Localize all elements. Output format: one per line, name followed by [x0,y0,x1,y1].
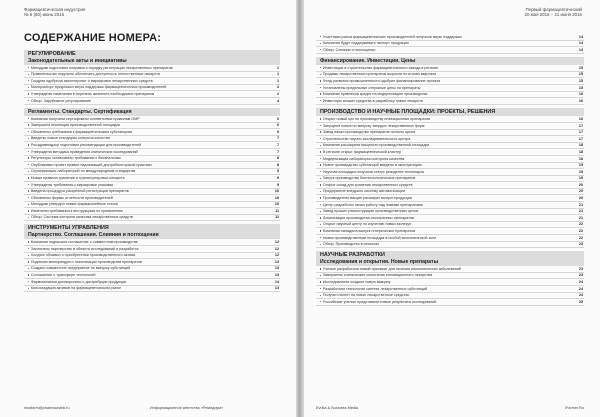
right-footer-site: iFarmer.Ru [565,406,584,410]
right-footer-publisher: Evrika & Business Media [316,406,358,410]
bullet-icon [320,268,321,269]
bullet-icon [28,157,29,158]
toc-item[interactable] [24,266,280,273]
bullet-icon [28,100,29,101]
toc-item-page-number: 19 [578,176,583,181]
section-header [24,108,280,116]
section-header [316,251,584,266]
toc-item[interactable] [316,273,584,280]
bullet-icon [28,171,29,172]
section-header [24,50,280,65]
toc-item-page-number: 4 [276,98,279,103]
toc-item-page-number: 6 [276,116,279,121]
toc-item-page-number: 17 [578,130,583,135]
toc-item-list [24,65,280,105]
toc-item-text: Введена процедура ускоренной регистрации препаратов [30,189,129,194]
toc-item-text: Обзор: Система контроля качества лекарственных средств [30,215,133,220]
toc-item[interactable] [24,65,280,72]
toc-item-text: Сертификация лабораторий по международным стандартам [30,169,136,174]
toc-item-text: Компания привлекла кредит на модернизацию производства [322,92,428,97]
toc-item-page-number: 13 [274,266,279,271]
toc-item-text: Открыт научный центр по изучению новых молекул [322,222,412,227]
bullet-icon [320,145,321,146]
bullet-icon [320,217,321,218]
bullet-icon [28,87,29,88]
bullet-icon [320,244,321,245]
toc-item[interactable] [316,130,584,137]
bullet-icon [320,301,321,302]
section-subtitle: Регламенты. Стандарты. Сертификация [28,108,132,115]
bullet-icon [28,217,29,218]
bullet-icon [320,125,321,126]
toc-item-text: Локализация производства иностранных препаратов [322,215,414,220]
toc-item-page-number: 22 [578,235,583,240]
toc-item[interactable] [24,195,280,202]
toc-item[interactable] [316,47,584,54]
toc-item-text: Инвестиции в строительство фармацевтического завода в регионе [322,65,439,70]
bullet-icon [320,224,321,225]
toc-item[interactable] [316,143,584,150]
section-subtitle: Исследования и открытия. Новые препараты [320,258,439,265]
toc-item-page-number: 12 [274,240,279,245]
toc-item[interactable] [316,266,584,273]
toc-item[interactable] [316,222,584,229]
toc-item-page-number: 15 [578,72,583,77]
bullet-icon [320,151,321,152]
toc-item[interactable] [316,189,584,196]
bullet-icon [320,230,321,231]
toc-title: СОДЕРЖАНИЕ НОМЕРА: [24,32,162,44]
toc-item-text: Заключено партнерство в области исследований и разработок [30,246,139,251]
toc-item[interactable] [316,209,584,216]
toc-item-page-number: 22 [578,229,583,234]
toc-item[interactable] [316,182,584,189]
toc-item-text: Разработана технология синтеза лекарственных субстанций [322,286,428,291]
toc-item-text: Новое производство субстанций введено в эксплуатацию [322,163,422,168]
toc-item-page-number: 9 [276,169,279,174]
toc-item-text: Запуск производства биотехнологических препаратов [322,176,416,181]
toc-item[interactable] [316,123,584,130]
bullet-icon [320,100,321,101]
bullet-icon [28,144,29,145]
toc-item[interactable] [24,208,280,215]
bullet-icon [28,210,29,211]
toc-item-list [316,65,584,105]
toc-item[interactable] [316,149,584,156]
toc-item-page-number: 16 [578,98,583,103]
bullet-icon [28,241,29,242]
toc-item-text: Предприятие внедрило систему автоматизации [322,189,405,194]
toc-item-list [316,266,584,306]
toc-item-page-number: 15 [578,85,583,90]
toc-item-text: Завод начал производство препаратов полного цикла [322,130,416,135]
bullet-icon [320,164,321,165]
bullet-icon [320,191,321,192]
toc-item-page-number: 11 [275,208,279,213]
toc-item[interactable] [316,299,584,306]
toc-item-page-number: 15 [578,65,583,70]
toc-item-text: Завод прошел реконструкцию производственных цехов [322,209,419,214]
bullet-icon [320,288,321,289]
bullet-icon [28,204,29,205]
toc-item-text: Введены новые стандарты контроля качества [30,136,110,141]
toc-item-text: Фонд развития промышленности одобрил финансирование проекта [322,78,441,83]
toc-item-text: Обзор: Зарубежное регулирование [30,98,92,103]
toc-item-page-number: 1 [276,65,279,70]
toc-item[interactable] [24,279,280,286]
toc-item-text: Завершены клинические испытания инновационного лекарства [322,273,433,278]
toc-item-page-number: 7 [276,142,279,147]
toc-item-text: Утверждены изменения в перечень жизненно необходимых препаратов [30,91,155,96]
toc-item-list [24,116,280,222]
toc-item[interactable] [24,72,280,79]
bullet-icon [320,158,321,159]
bullet-icon [28,80,29,81]
bullet-icon [320,275,321,276]
toc-item-page-number: 1 [276,72,279,77]
right-page-header [525,7,582,17]
section-title: РЕГУЛИРОВАНИЕ [28,51,76,57]
toc-item-page-number: 10 [274,189,279,194]
bullet-icon [320,281,321,282]
toc-item-text: Ученые разработали новый препарат для лечения онкологических заболеваний [322,266,461,271]
bullet-icon [320,67,321,68]
left-header-line-1: Фармацевтическая индустрия [24,7,86,12]
toc-item-text: Консолидация активов на фармацевтическом рынке [30,286,122,291]
bullet-icon [320,204,321,205]
toc-item-text: Строительство научно-исследовательского центра [322,136,411,141]
toc-item-page-number: 14 [578,34,583,39]
bullet-icon [320,93,321,94]
toc-item[interactable] [24,78,280,85]
toc-item-text: Установлены предельные отпускные цены на препараты [322,85,421,90]
bullet-icon [320,138,321,139]
bullet-icon [320,171,321,172]
bullet-icon [28,268,29,269]
toc-item-text: Обновлены формы отчетности производителей [30,195,113,200]
section-subtitle: Законодательные акты и инициативы [28,57,127,64]
toc-item-list [316,116,584,248]
toc-item-page-number: 13 [274,273,279,278]
toc-item-page-number: 19 [578,163,583,168]
bullet-icon [320,74,321,75]
toc-item-page-number: 2 [276,91,279,96]
toc-item[interactable] [316,92,584,99]
bullet-icon [320,43,321,44]
toc-item-text: Правительство поручило обеспечить доступность отечественных лекарств [30,72,160,77]
toc-item-text: Компании подписали соглашение о совместном производстве [30,240,138,245]
toc-item-text: Инвесторы вложат средства в разработку новых лекарств [322,98,423,103]
toc-item-text: Минпромторг предложил меры поддержки фармацевтических производителей [30,85,167,90]
bullet-icon [320,197,321,198]
bullet-icon [28,281,29,282]
toc-item[interactable] [24,286,280,293]
toc-item-text: Росздравнадзор подготовил рекомендации для производителей [30,142,142,147]
toc-item-page-number: 10 [274,202,279,207]
toc-item-list [316,34,584,54]
left-toc-column [24,47,280,292]
toc-item[interactable] [24,246,280,253]
right-page [304,0,600,417]
toc-item-page-number: 14 [578,41,583,46]
toc-item[interactable] [316,235,584,242]
section-title: НАУЧНЫЕ РАЗРАБОТКИ [320,252,385,259]
toc-item[interactable] [316,286,584,293]
toc-item-text: Научная площадка получила статус резидента технопарка [322,169,424,174]
toc-item[interactable] [24,253,280,260]
toc-item-page-number: 15 [578,78,583,83]
bullet-icon [28,138,29,139]
right-header-line-2: 20 мая 2016 – 21 июня 2016 [524,12,582,18]
toc-item[interactable] [24,215,280,222]
bullet-icon [28,184,29,185]
toc-item-text: Соглашение о трансфере технологий [30,273,96,278]
toc-item[interactable] [24,116,280,123]
toc-item-text: Продажи лекарственных препаратов выросли по итогам квартала [322,72,437,77]
toc-item-text: Холдинг объявил о приобретении производственного актива [30,253,136,258]
page-gutter [296,0,304,417]
toc-item[interactable] [316,41,584,48]
bullet-icon [28,288,29,289]
toc-item-text: Минздрав утвердил новые фармакопейные статьи [30,202,118,207]
toc-item[interactable] [316,78,584,85]
toc-item-page-number: 10 [274,195,279,200]
bullet-icon [320,295,321,296]
toc-item-page-number: 18 [578,143,583,148]
bullet-icon [320,80,321,81]
toc-item[interactable] [316,242,584,249]
toc-item-page-number: 17 [578,136,583,141]
left-footer-publisher: Информационное агентство «Ремедиум» [150,406,224,410]
toc-item-page-number: 20 [578,196,583,201]
toc-item[interactable] [316,195,584,202]
toc-item-page-number: 9 [276,182,279,187]
toc-item[interactable] [316,34,584,41]
bullet-icon [320,118,321,119]
toc-item-page-number: 1 [276,78,279,83]
toc-item-text: Компании будут поддерживать экспорт продукции [322,41,409,46]
toc-item-page-number: 21 [578,215,583,220]
toc-item-text: Центр разработок начал работу над новыми препаратами [322,202,423,207]
toc-item-text: Подписан меморандум о локализации производства препаратов [30,259,143,264]
toc-item-page-number: 13 [274,259,279,264]
toc-item-page-number: 6 [276,129,279,134]
toc-item[interactable] [24,239,280,246]
toc-item-text: Опубликован проект правил надлежащей дистрибьюторской практики [30,162,152,167]
toc-item[interactable] [316,228,584,235]
toc-item-text: Фармкомпании договорились о дистрибуции продукции [30,279,127,284]
left-page-header [24,7,85,17]
toc-item-page-number: 20 [578,182,583,187]
toc-item[interactable] [316,98,584,105]
toc-item[interactable] [316,85,584,92]
toc-item-page-number: 18 [578,149,583,154]
toc-item-text: Минздрав подготовил поправки к порядку регистрации лекарственных препаратов [30,65,173,70]
section-title: ИНСТРУМЕНТЫ УПРАВЛЕНИЯ [28,225,109,232]
toc-item-text: Создано совместное предприятие по выпуску субстанций [30,266,131,271]
toc-item-page-number: 17 [578,123,583,128]
toc-item-text: Обзор: Слияния и поглощения [322,47,376,52]
toc-item-page-number: 7 [276,136,279,141]
section-header [316,57,584,65]
section-header [316,108,584,117]
left-page [0,0,296,417]
section-header [24,224,280,239]
toc-item[interactable] [24,91,280,98]
toc-item-list [24,239,280,292]
toc-item-text: Запущена линия по выпуску твердых лекарственных форм [322,123,425,128]
toc-item-page-number: 9 [276,175,279,180]
toc-item-text: Получен патент на новое лекарственное средство [322,293,410,298]
bullet-icon [28,261,29,262]
section-subtitle: Партнерство. Соглашения. Слияния и поглощения [28,232,159,239]
bullet-icon [28,93,29,94]
toc-item-text: Новые правила хранения и транспортировки лекарств [30,175,125,180]
toc-item-page-number: 24 [578,280,583,284]
toc-item[interactable] [316,279,584,286]
bullet-icon [28,190,29,191]
toc-item[interactable] [24,189,280,196]
toc-item[interactable] [24,85,280,92]
bullet-icon [320,184,321,185]
toc-item[interactable] [24,149,280,156]
toc-item[interactable] [24,136,280,143]
toc-item-text: Компания расширила мощности производственной площадки [322,143,430,148]
bullet-icon [28,255,29,256]
toc-item-text: Госдума одобрила законопроект о маркировке лекарственных средств [30,78,153,83]
toc-item-page-number: 21 [578,209,583,214]
toc-item[interactable] [316,72,584,79]
toc-item[interactable] [316,163,584,170]
toc-item-page-number: 12 [274,246,279,251]
bullet-icon [28,67,29,68]
bullet-icon [28,274,29,275]
toc-item-page-number: 19 [578,169,583,174]
right-header-line-1: Первый фармацевтический [525,7,582,12]
toc-item-text: Исследователи создали новую вакцину [322,280,391,284]
toc-item[interactable] [316,202,584,209]
toc-item[interactable] [24,169,280,176]
toc-item-text: Обновлены требования к фармацевтическим субстанциям [30,129,132,134]
bullet-icon [320,131,321,132]
toc-item-text: Утверждены требования к маркировке упаковки [30,182,114,187]
toc-item-text: Участники рынка фармацевтических производителей получили меры поддержки [322,34,462,39]
bullet-icon [28,197,29,198]
toc-item-page-number: 14 [274,279,279,284]
toc-item[interactable] [316,215,584,222]
bullet-icon [28,177,29,178]
bullet-icon [28,74,29,75]
toc-item-page-number: 14 [578,47,583,52]
toc-item-text: Открыт склад для хранения лекарственных средств [322,182,413,187]
toc-item[interactable] [316,293,584,300]
toc-item-page-number: 8 [276,162,279,167]
toc-item-text: Обзор: Производство в регионах [322,242,380,247]
toc-item-page-number: 2 [276,85,279,90]
toc-item-page-number: 12 [274,253,279,258]
toc-item-page-number: 16 [578,116,583,121]
bullet-icon [320,237,321,238]
toc-item-page-number: 21 [578,202,583,207]
toc-item[interactable] [24,182,280,189]
left-footer-email: mosfarm@pharmacistrik.ru [24,406,70,410]
toc-item[interactable] [316,136,584,143]
toc-item-text: Компании получили сертификаты соответствия правилам GMP [30,116,140,121]
toc-item[interactable] [24,202,280,209]
toc-item-page-number: 23 [578,266,583,271]
toc-item-text: Компания наладила выпуск генерических препаратов [322,229,416,234]
toc-item[interactable] [24,259,280,266]
bullet-icon [28,151,29,152]
toc-item-text: В регионе открыт фармацевтический кластер [322,149,402,154]
right-toc-column [316,34,584,306]
toc-item[interactable] [24,98,280,105]
section-subtitle: Финансирование. Инвестиции. Цены [320,57,416,64]
toc-item-text: Открыт новый цех по производству инъекционных препаратов [322,116,431,121]
toc-item-page-number: 16 [578,92,583,97]
toc-item[interactable] [316,156,584,163]
toc-item[interactable] [24,142,280,149]
left-header-line-2: № 6 (60) июнь 2016 [24,12,65,18]
bullet-icon [320,36,321,37]
bullet-icon [28,131,29,132]
toc-item-text: Новая производственная площадка в особой экономической зоне [322,235,437,240]
toc-item-page-number: 6 [276,123,279,128]
toc-item[interactable] [24,272,280,279]
toc-item-page-number: 24 [578,293,583,298]
bullet-icon [320,178,321,179]
bullet-icon [28,118,29,119]
toc-item[interactable] [24,175,280,182]
bullet-icon [320,49,321,50]
toc-item[interactable] [316,176,584,183]
toc-item-page-number: 24 [578,286,583,291]
toc-item-page-number: 22 [578,222,583,227]
toc-item-text: Регуляторы согласовали требования к биоаналогам [30,156,121,161]
toc-item[interactable] [24,129,280,136]
toc-item-page-number: 7 [276,149,279,154]
toc-item[interactable] [24,123,280,130]
toc-item[interactable] [24,156,280,163]
toc-item-page-number: 23 [578,273,583,278]
toc-item-text: Российские ученые представили новые результаты исследований [322,299,437,304]
toc-item[interactable] [316,65,584,72]
toc-item-page-number: 18 [578,156,583,161]
bullet-icon [320,211,321,212]
toc-item-page-number: 14 [274,286,279,291]
toc-item-text: Изменены требования к инструкциям по применению [30,208,123,213]
bullet-icon [28,248,29,249]
toc-item-page-number: 11 [275,215,279,220]
bullet-icon [320,87,321,88]
toc-item[interactable] [316,169,584,176]
toc-item-text: Завершена инспекция производственной площадки [30,123,120,128]
toc-item-page-number: 23 [578,242,583,247]
toc-item[interactable] [24,162,280,169]
toc-item-page-number: 25 [578,299,583,304]
toc-item-page-number: 20 [578,189,583,194]
toc-item-text: Модернизация лаборатории контроля качества [322,156,405,161]
toc-item-text: Утверждена методика проведения клинических исследований [30,149,138,154]
section-title: ПРОИЗВОДСТВО И НАУЧНЫЕ ПЛОЩАДКИ: ПРОЕКТЫ, РЕШЕНИЯ [320,108,496,115]
toc-item[interactable] [316,116,584,123]
bullet-icon [28,164,29,165]
toc-item-text: Производитель вакцин расширил выпуск продукции [322,196,412,201]
toc-item-page-number: 8 [276,156,279,161]
bullet-icon [28,124,29,125]
